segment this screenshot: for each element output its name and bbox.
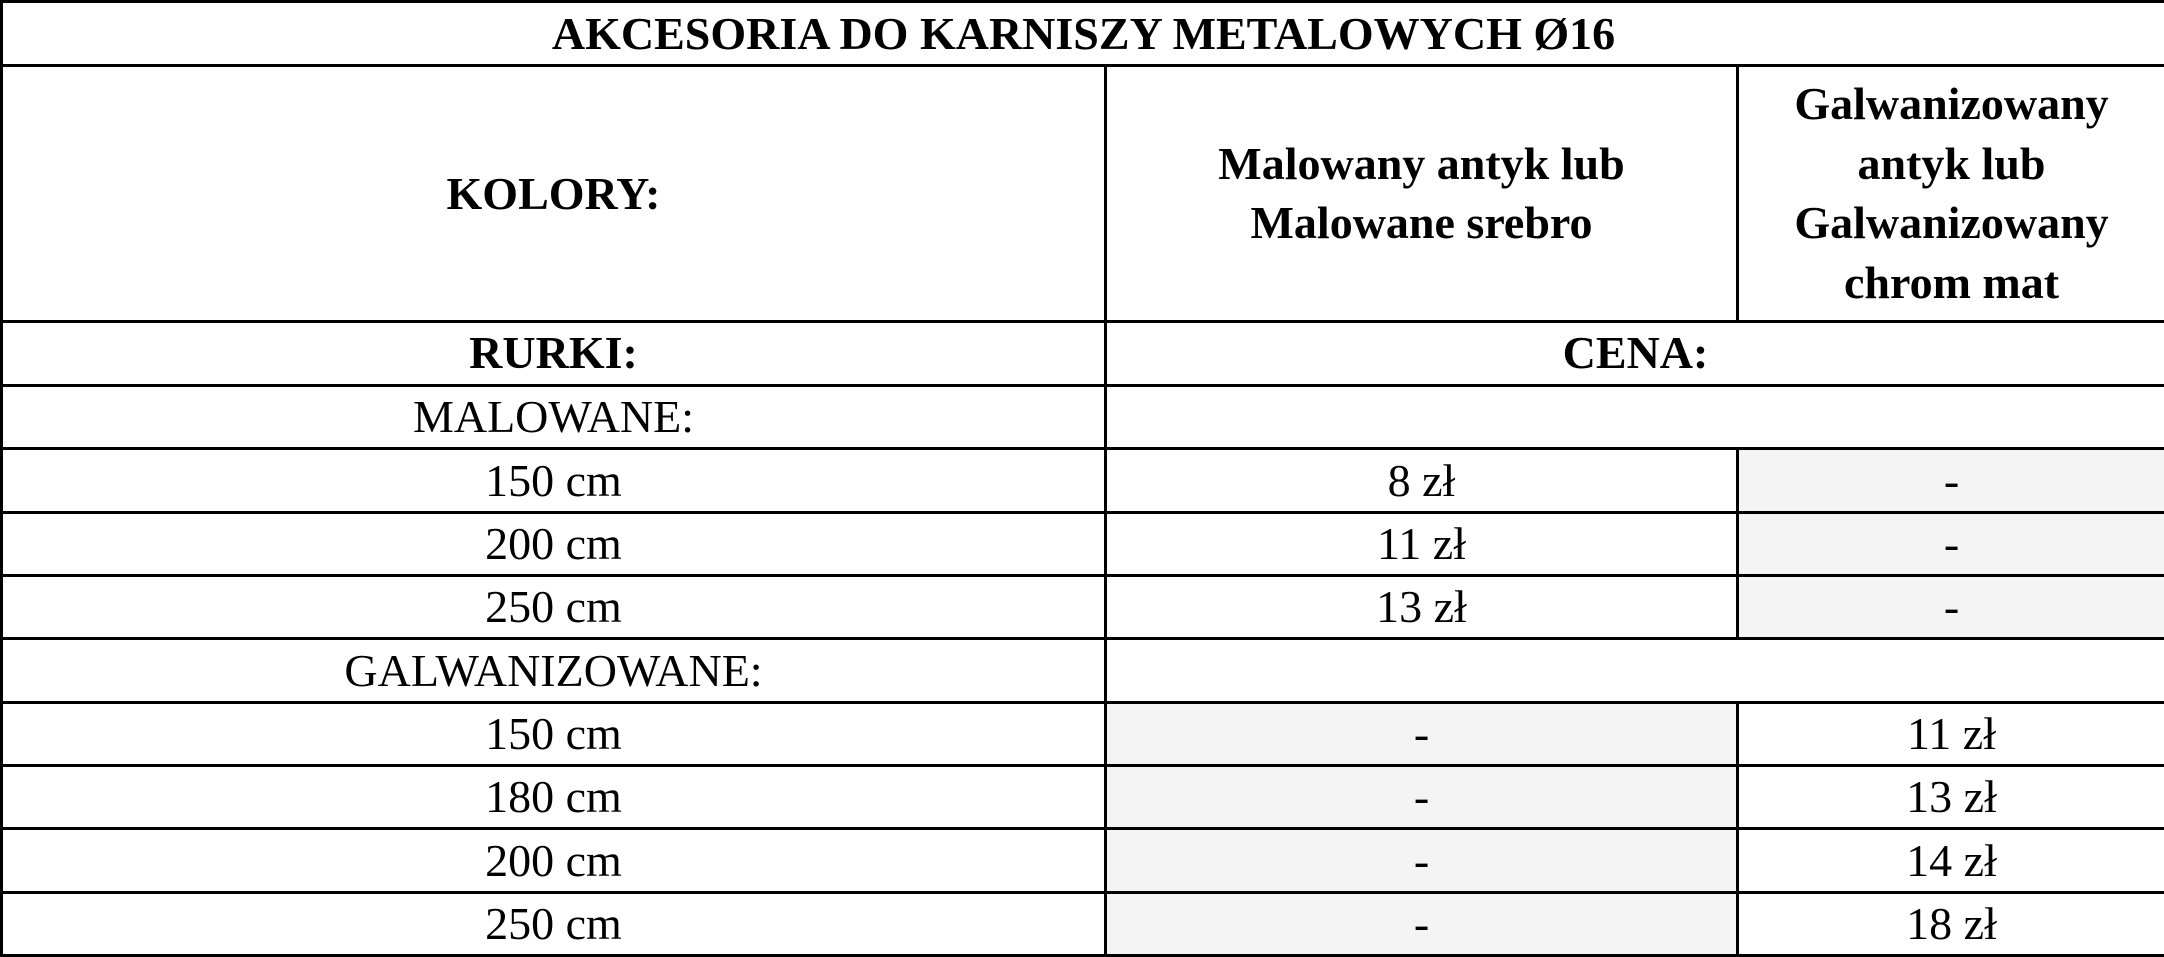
table-row — [2, 829, 2164, 892]
table-row — [2, 702, 2164, 765]
title-row — [2, 2, 2164, 66]
length-cell: 150 cm — [2, 702, 1106, 765]
section-empty-cell — [1106, 639, 2164, 702]
price-galvanized-cell: - — [1738, 575, 2164, 638]
price-galvanized-cell: - — [1738, 449, 2164, 512]
table-row — [2, 512, 2164, 575]
length-cell: 200 cm — [2, 512, 1106, 575]
price-painted-cell: - — [1106, 765, 1738, 828]
price-painted-cell: - — [1106, 702, 1738, 765]
column-header-painted — [1106, 66, 1738, 321]
colors-label: KOLORY: — [2, 66, 1106, 321]
table-row — [2, 449, 2164, 512]
section-empty-cell — [1106, 386, 2164, 449]
price-painted-cell: - — [1106, 892, 1738, 955]
price-painted-cell: 8 zł — [1106, 449, 1738, 512]
column-header-galvanized-line: antyk lub — [1857, 137, 2046, 189]
table-row — [2, 575, 2164, 638]
column-header-painted-line: Malowany antyk lub — [1218, 137, 1625, 189]
price-painted-cell: - — [1106, 829, 1738, 892]
table-title: AKCESORIA DO KARNISZY METALOWYCH Ø16 — [2, 2, 2164, 66]
table-row — [2, 892, 2164, 955]
header-row — [2, 66, 2164, 321]
section-label: GALWANIZOWANE: — [2, 639, 1106, 702]
length-cell: 250 cm — [2, 575, 1106, 638]
length-cell: 150 cm — [2, 449, 1106, 512]
price-label: CENA: — [1106, 321, 2164, 385]
price-galvanized-cell: 11 zł — [1738, 702, 2164, 765]
section-label: MALOWANE: — [2, 386, 1106, 449]
price-painted-cell: 11 zł — [1106, 512, 1738, 575]
tubes-label: RURKI: — [2, 321, 1106, 385]
subheader-row — [2, 321, 2164, 385]
price-galvanized-cell: - — [1738, 512, 2164, 575]
price-galvanized-cell: 14 zł — [1738, 829, 2164, 892]
section-row — [2, 639, 2164, 702]
column-header-galvanized-line: Galwanizowany — [1794, 197, 2109, 249]
price-galvanized-cell: 13 zł — [1738, 765, 2164, 828]
length-cell: 250 cm — [2, 892, 1106, 955]
column-header-galvanized — [1738, 66, 2164, 321]
table-row — [2, 765, 2164, 828]
table-body — [2, 386, 2164, 956]
column-header-painted-line: Malowane srebro — [1250, 197, 1593, 249]
section-row — [2, 386, 2164, 449]
column-header-galvanized-line: Galwanizowany — [1794, 77, 2109, 129]
price-painted-cell: 13 zł — [1106, 575, 1738, 638]
column-header-galvanized-line: chrom mat — [1843, 257, 2060, 309]
length-cell: 200 cm — [2, 829, 1106, 892]
price-galvanized-cell: 18 zł — [1738, 892, 2164, 955]
length-cell: 180 cm — [2, 765, 1106, 828]
